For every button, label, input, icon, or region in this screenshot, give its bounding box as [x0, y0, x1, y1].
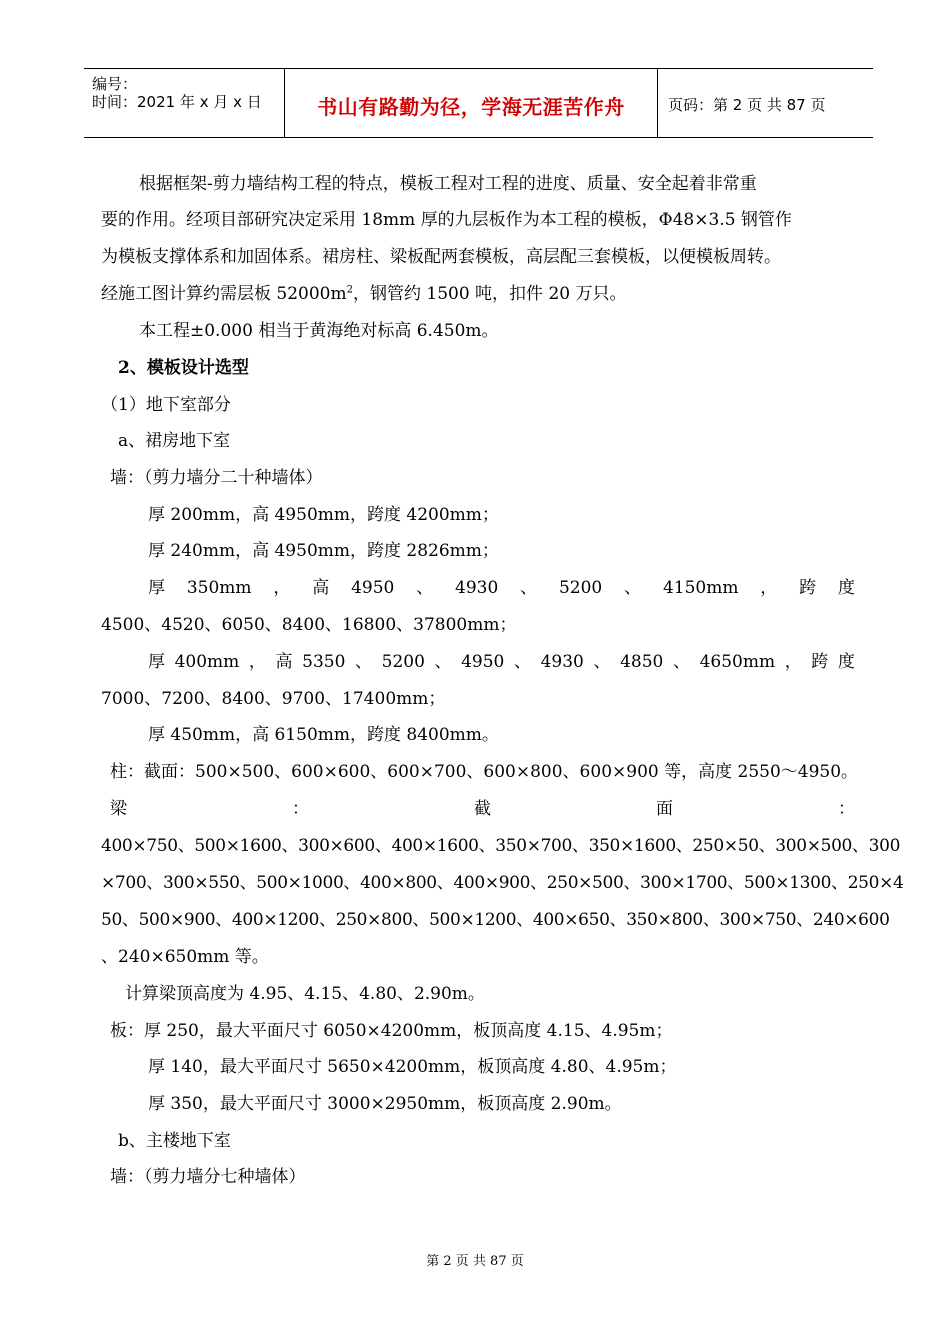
justified-token: 厚	[148, 652, 165, 672]
beam-heading-justified	[110, 798, 855, 820]
justified-token: 5350	[302, 652, 346, 672]
wall-heading: 墙：（剪力墙分七种墙体）	[110, 1167, 306, 1187]
justified-token: 4930	[455, 578, 499, 598]
justified-token: 4930	[540, 652, 584, 672]
justified-token: ：	[838, 799, 855, 819]
justified-token: 、	[672, 652, 690, 672]
justified-token: 4850	[620, 652, 664, 672]
header-page-number: 页码：第 2 页 共 87 页	[668, 96, 826, 114]
justified-token: 高	[312, 578, 330, 598]
wall-spec-line-justified	[148, 651, 855, 673]
justified-token: 、	[593, 652, 611, 672]
subsection-heading: b、主楼地下室	[118, 1131, 231, 1151]
column-spec-line: 柱：截面：500×500、600×600、600×700、600×800、600×900 等，高度 2550～4950。	[110, 762, 859, 782]
justified-token: 跨	[811, 652, 829, 672]
page-footer: 第 2 页 共 87 页	[426, 1254, 524, 1269]
paragraph-text: 经施工图计算约需层板 52000m	[101, 284, 347, 304]
justified-token: 、	[416, 578, 434, 598]
justified-token: 截	[474, 799, 491, 819]
justified-token: 、	[513, 652, 531, 672]
justified-token: 、	[355, 652, 373, 672]
justified-token: 、	[434, 652, 452, 672]
subsection-heading: （1）地下室部分	[101, 395, 231, 415]
justified-token: 4950	[461, 652, 505, 672]
header-info-cell	[84, 69, 285, 137]
justified-token: ，	[248, 652, 266, 672]
superscript: 2	[346, 284, 353, 296]
slab-spec-line: 厚 350，最大平面尺寸 3000×2950mm，板顶高度 2.90m。	[148, 1094, 622, 1114]
page-header	[84, 68, 873, 138]
wall-spec-line: 厚 240mm，高 4950mm，跨度 2826mm；	[148, 541, 499, 561]
justified-token: 5200	[381, 652, 425, 672]
justified-token: 4950	[351, 578, 395, 598]
beam-spec-line: 50、500×900、400×1200、250×800、500×1200、400×650、350×800、300×750、240×600	[101, 910, 890, 930]
document-time-label: 时间：2021 年 x 月 x 日	[92, 93, 262, 111]
justified-token: 4650mm	[699, 652, 776, 672]
justified-token: 面	[656, 799, 673, 819]
justified-token: 度	[837, 578, 855, 598]
wall-spec-line-justified	[148, 577, 855, 599]
paragraph-line: 为模板支撑体系和加固体系。裙房柱、梁板配两套模板，高层配三套模板，以便模板周转。	[101, 247, 781, 267]
beam-spec-line: 400×750、500×1600、300×600、400×1600、350×700、350×1600、250×50、300×500、300	[101, 836, 901, 856]
wall-spec-line: 7000、7200、8400、9700、17400mm；	[101, 689, 446, 709]
justified-token: 梁	[110, 799, 127, 819]
justified-token: 、	[520, 578, 538, 598]
justified-token: 、	[624, 578, 642, 598]
subsection-heading: a、裙房地下室	[118, 431, 231, 451]
justified-token: ，	[760, 578, 778, 598]
justified-token: ，	[273, 578, 291, 598]
justified-token: 跨	[799, 578, 817, 598]
header-page-cell	[658, 69, 873, 137]
slab-spec-line: 板：厚 250，最大平面尺寸 6050×4200mm，板顶高度 4.15、4.95m；	[110, 1021, 673, 1041]
paragraph-text: ，钢管约 1500 吨，扣件 20 万只。	[352, 284, 627, 304]
paragraph-line: 根据框架-剪力墙结构工程的特点，模板工程对工程的进度、质量、安全起着非常重	[139, 174, 757, 194]
justified-token: 高	[275, 652, 293, 672]
beam-calc-line: 计算梁顶高度为 4.95、4.15、4.80、2.90m。	[125, 984, 485, 1004]
paragraph-line: 本工程±0.000 相当于黄海绝对标高 6.450m。	[139, 321, 499, 341]
justified-token: 度	[837, 652, 855, 672]
justified-token: 400mm	[174, 652, 240, 672]
justified-token: 厚	[148, 578, 165, 598]
justified-token: 4150mm	[662, 578, 739, 598]
wall-spec-line: 厚 450mm，高 6150mm，跨度 8400mm。	[148, 725, 499, 745]
beam-spec-line: 、240×650mm 等。	[101, 947, 269, 967]
wall-heading: 墙：（剪力墙分二十种墙体）	[110, 468, 323, 488]
justified-token: ，	[784, 652, 802, 672]
paragraph-line: 要的作用。经项目部研究决定采用 18mm 厚的九层板作为本工程的模板，Φ48×3.5 钢管作	[101, 210, 792, 230]
slab-spec-line: 厚 140，最大平面尺寸 5650×4200mm，板顶高度 4.80、4.95m；	[148, 1057, 677, 1077]
wall-spec-line: 厚 200mm，高 4950mm，跨度 4200mm；	[148, 505, 499, 525]
justified-token: 350mm	[186, 578, 252, 598]
justified-token: 5200	[558, 578, 603, 598]
header-motto: 书山有路勤为径，学海无涯苦作舟	[317, 95, 625, 119]
beam-spec-line: ×700、300×550、500×1000、400×800、400×900、250×500、300×1700、500×1300、250×4	[101, 873, 904, 893]
section-heading: 2、模板设计选型	[118, 358, 249, 378]
wall-spec-line: 4500、4520、6050、8400、16800、37800mm；	[101, 615, 517, 635]
document-number-label: 编号：	[92, 75, 138, 93]
header-motto-cell	[285, 69, 658, 137]
justified-token: ：	[292, 799, 309, 819]
paragraph-line	[101, 283, 627, 305]
